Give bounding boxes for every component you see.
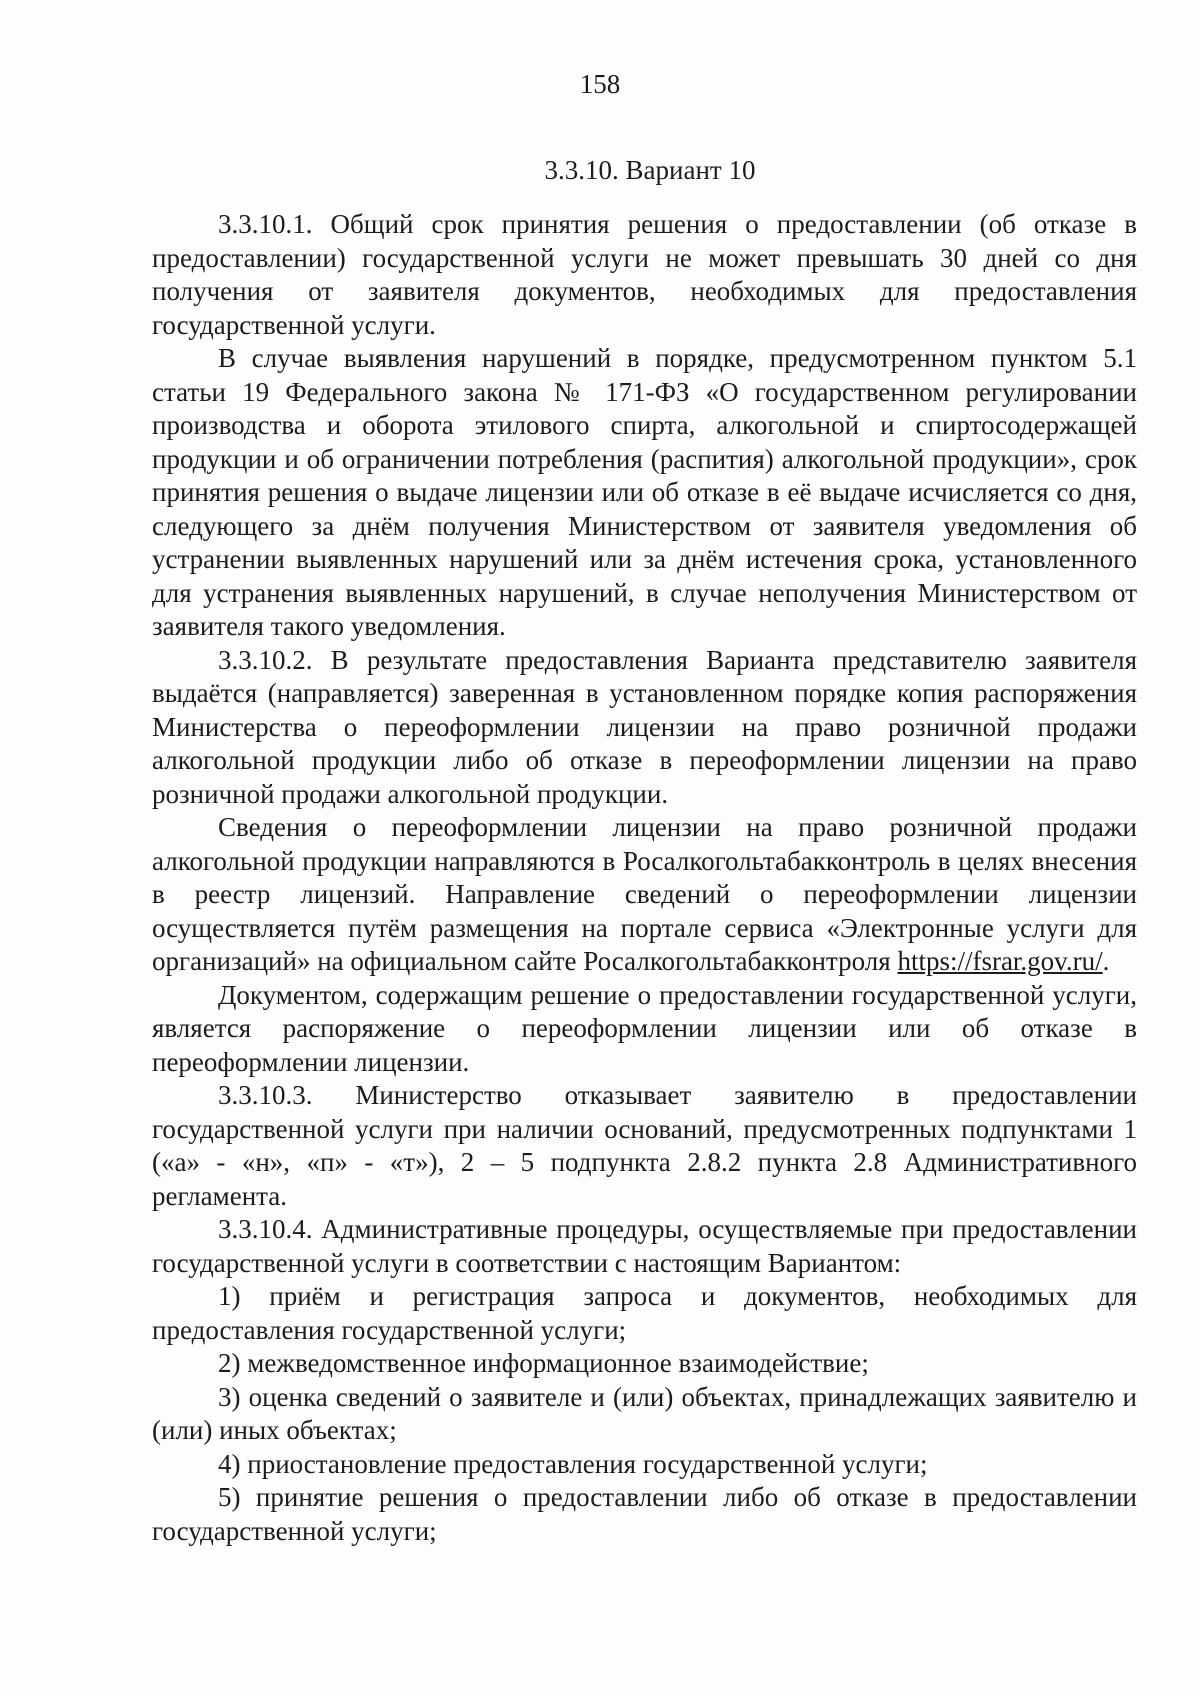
document-body xyxy=(152,208,1137,1548)
paragraph-license-info-text: Сведения о переоформлении лицензии на право розничной продажи алкогольной продукции направляются в Росалкогольтабакконтроль в целях внесения в реестр лицензий. Направление сведений о переоформлении лицензии осуществляется путём размещения на портале сервиса «Электронные услуги для организаций» на официальном сайте Росалкогольтабакконтроля xyxy=(152,812,1137,976)
paragraph-3-3-10-2: 3.3.10.2. В результате предоставления Варианта представителю заявителя выдаётся (направляется) заверенная в установленном порядке копия распоряжения Министерства о переоформлении лицензии на право розничной продажи алкогольной продукции либо об отказе в переоформлении лицензии на право розничной продажи алкогольной продукции. xyxy=(152,644,1137,809)
paragraph-license-info-end: . xyxy=(1102,946,1110,976)
list-item: 1) приём и регистрация запроса и документов, необходимых для предоставления государственной услуги; xyxy=(152,1281,1137,1345)
paragraph-license-info xyxy=(152,811,1137,979)
fsrar-link[interactable]: https://fsrar.gov.ru/ xyxy=(897,946,1103,976)
page-number: 158 xyxy=(579,69,621,99)
list-item: 4) приостановление предоставления государственной услуги; xyxy=(218,1448,928,1479)
paragraph-violations: В случае выявления нарушений в порядке, предусмотренном пунктом 5.1 статьи 19 Федерального закона № 171-ФЗ «О государственном регулировании производства и оборота этилового спирта, алкогольной и спиртосодержащей продукции и об ограничении потребления (распития) алкогольной продукции», срок принятия решения о выдаче лицензии или об отказе в её выдаче исчисляется со дня, следующего за днём получения Министерством от заявителя уведомления об устранении выявленных нарушений или за днём истечения срока, установленного для устранения выявленных нарушений, в случае неполучения Министерством от заявителя такого уведомления. xyxy=(152,343,1137,641)
paragraph-decision-document: Документом, содержащим решение о предоставлении государственной услуги, является распоряжение о переоформлении лицензии или об отказе в переоформлении лицензии. xyxy=(152,979,1137,1077)
list-item: 3) оценка сведений о заявителе и (или) объектах, принадлежащих заявителю и (или) иных объектах; xyxy=(152,1381,1137,1445)
paragraph-3-3-10-4: 3.3.10.4. Административные процедуры, осуществляемые при предоставлении государственной услуги в соответствии с настоящим Вариантом: xyxy=(152,1214,1137,1278)
paragraph-3-3-10-1: 3.3.10.1. Общий срок принятия решения о предоставлении (об отказе в предоставлении) государственной услуги не может превышать 30 дней со дня получения от заявителя документов, необходимых для предоставления государственной услуги. xyxy=(152,209,1137,340)
list-item: 5) принятие решения о предоставлении либо об отказе в предоставлении государственной услуги; xyxy=(152,1482,1137,1546)
section-heading: 3.3.10. Вариант 10 xyxy=(544,155,756,185)
list-item: 2) межведомственное информационное взаимодействие; xyxy=(218,1348,869,1378)
paragraph-3-3-10-3: 3.3.10.3. Министерство отказывает заявителю в предоставлении государственной услуги при наличии оснований, предусмотренных подпунктами 1 («а» - «н», «п» - «т»), 2 – 5 подпункта 2.8.2 пункта 2.8 Административного регламента. xyxy=(152,1080,1137,1211)
